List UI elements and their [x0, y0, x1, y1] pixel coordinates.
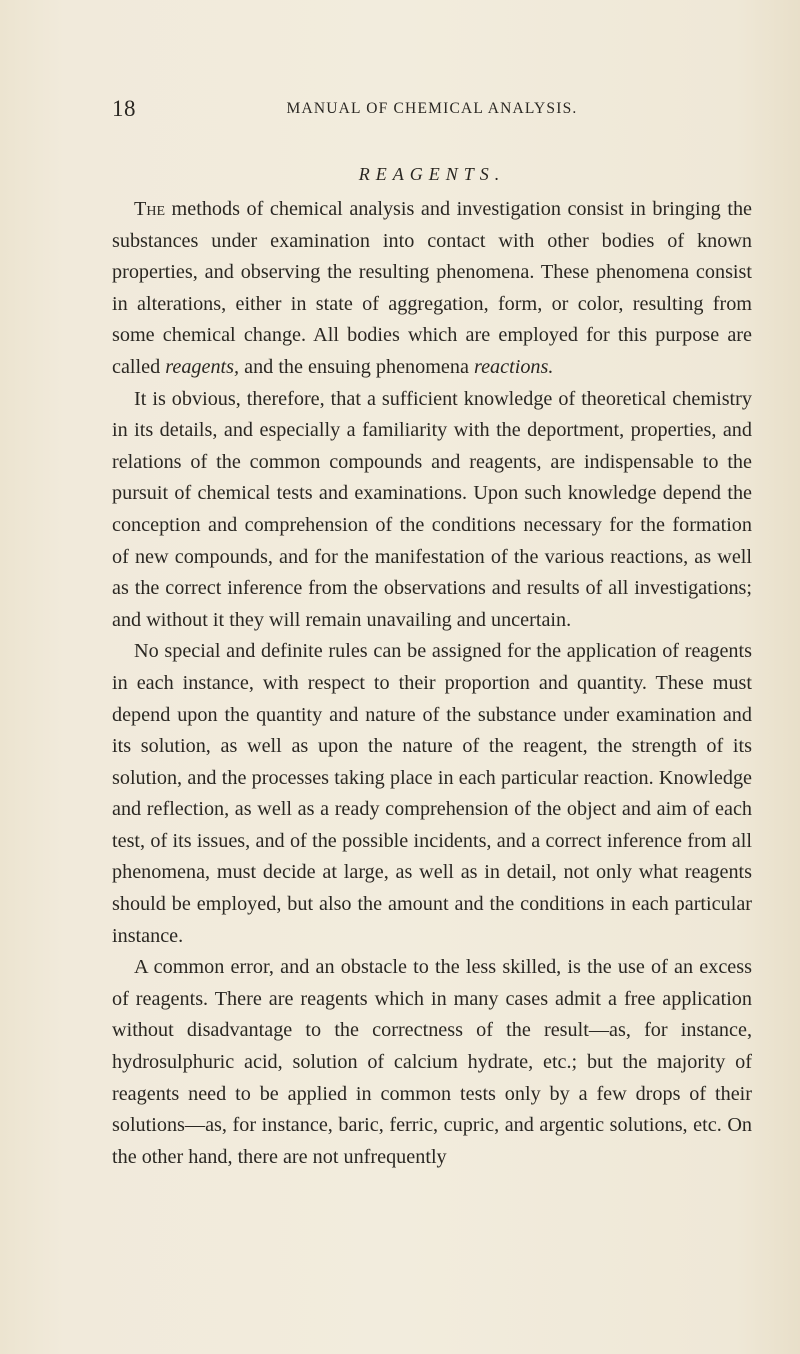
- body-text: [112, 194, 752, 1173]
- running-head: MANUAL OF CHEMICAL ANALYSIS.: [286, 100, 578, 117]
- drop-lead-word: The: [134, 198, 165, 220]
- paragraph-1: [112, 194, 752, 384]
- paragraph-1-text-b: and the ensuing phenomena: [239, 355, 474, 378]
- page-header: [112, 96, 752, 126]
- paragraph-1-text-a: methods of chemical analysis and investigation consist in bringing the substances under examination into contact with other bodies of known properties, and observing the resulting phenomena. These phenomena consist in alterations, either in state of aggregation, form, or color, resulting from some chemical change. All bodies which are employed for this purpose are called: [112, 198, 752, 378]
- section-title: REAGENTS.: [358, 164, 506, 184]
- term-reagents: reagents,: [165, 355, 240, 378]
- page-number: 18: [112, 96, 136, 121]
- paragraph-4: A common error, and an obstacle to the less skilled, is the use of an excess of reagents. There are reagents which in many cases admit a free application without disadvantage to the correctness of the result—as, for instance, hydrosulphuric acid, solution of calcium hydrate, etc.; but the majority of reagents need to be applied in common tests only by a few drops of their solutions—as, for instance, baric, ferric, cupric, and argentic solutions, etc. On the other hand, there are not unfrequently: [112, 956, 752, 1168]
- paragraph-3: No special and definite rules can be assigned for the application of reagents in each instance, with respect to their proportion and quantity. These must depend upon the quantity and nature of the substance under examination and its solution, as well as upon the nature of the reagent, the strength of its solution, and the processes taking place in each particular reaction. Knowledge and reflection, as well as a ready comprehension of the object and aim of each test, of its issues, and of the possible incidents, and a correct inference from all phenomena, must decide at large, as well as in detail, not only what reagents should be employed, but also the amount and the conditions in each particular instance.: [112, 640, 752, 947]
- term-reactions: reactions.: [473, 355, 554, 378]
- paragraph-2: It is obvious, therefore, that a sufficient knowledge of theoretical chemistry in its details, and especially a familiarity with the deportment, properties, and relations of the common compounds and reagents, are indispensable to the pursuit of chemical tests and examinations. Upon such knowledge depend the conception and comprehension of the conditions necessary for the formation of new compounds, and for the manifestation of the various reactions, as well as the correct inference from the observations and results of all investigations; and without it they will remain unavailing and uncertain.: [112, 387, 752, 631]
